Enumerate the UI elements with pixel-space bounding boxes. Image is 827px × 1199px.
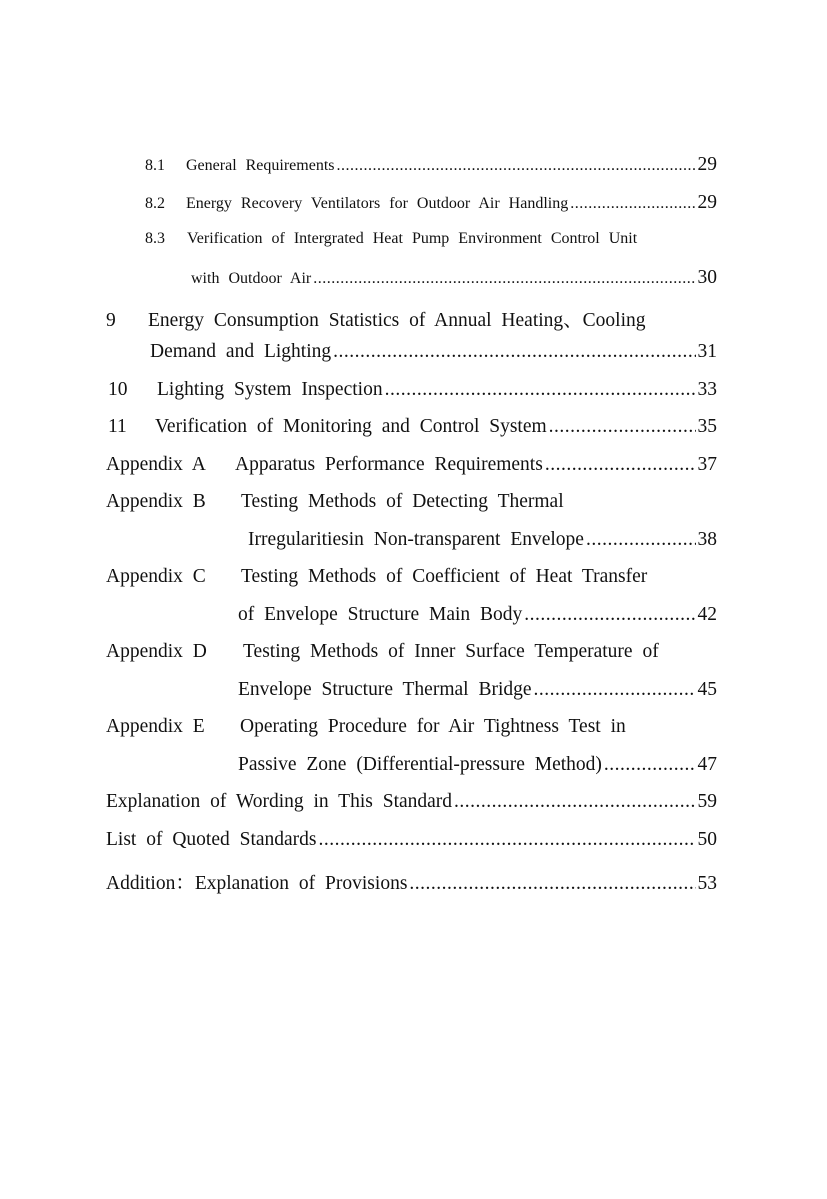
toc-entry-11[interactable] — [108, 416, 717, 438]
toc-page-number: 47 — [697, 754, 717, 775]
toc-number: 11 — [108, 416, 127, 437]
toc-number: 9 — [106, 310, 116, 331]
toc-title: Lighting System Inspection — [157, 379, 383, 400]
toc-title: List of Quoted Standards — [106, 829, 317, 850]
toc-entry-8-3-continued[interactable] — [191, 267, 717, 289]
dot-leader — [319, 829, 696, 851]
toc-entry-addition[interactable] — [106, 867, 717, 895]
dot-leader — [385, 379, 696, 401]
toc-title: Testing Methods of Detecting Thermal — [241, 491, 564, 512]
toc-entry-appendix-d[interactable] — [106, 641, 659, 663]
toc-entry-appendix-a[interactable] — [106, 454, 717, 476]
toc-page-number: 45 — [697, 679, 717, 700]
toc-entry-appendix-b-continued[interactable] — [248, 529, 717, 551]
toc-entry-appendix-d-continued[interactable] — [238, 679, 717, 701]
toc-entry-9-continued[interactable] — [150, 341, 717, 363]
toc-number: Appendix E — [106, 716, 205, 737]
toc-title-continued: Demand and Lighting — [150, 341, 332, 362]
toc-entry-appendix-e[interactable] — [106, 716, 626, 738]
toc-page-number: 31 — [697, 341, 717, 362]
toc-number: Appendix D — [106, 641, 207, 662]
dot-leader — [337, 157, 696, 175]
toc-title: Testing Methods of Coefficient of Heat Transfer — [241, 566, 648, 587]
toc-title-continued: Passive Zone (Differential-pressure Method) — [238, 754, 602, 775]
dot-leader — [545, 454, 696, 476]
toc-entry-appendix-e-continued[interactable] — [238, 754, 717, 776]
dot-leader — [313, 270, 695, 288]
toc-title: Verification of Intergrated Heat Pump Environment Control Unit — [187, 230, 638, 247]
toc-entry-appendix-c[interactable] — [106, 566, 647, 588]
dot-leader — [586, 529, 696, 551]
toc-title: Operating Procedure for Air Tightness Test in — [240, 716, 626, 737]
toc-page-number: 37 — [697, 454, 717, 475]
toc-title: General Requirements — [186, 157, 335, 174]
toc-page-number: 29 — [697, 154, 717, 175]
dot-leader — [454, 791, 695, 813]
toc-title: Energy Recovery Ventilators for Outdoor Air Handling — [186, 195, 569, 212]
toc-entry-explanation-of-wording[interactable] — [106, 791, 717, 813]
toc-page-number: 33 — [697, 379, 717, 400]
dot-leader — [534, 679, 696, 701]
dot-leader — [524, 604, 695, 626]
toc-entry-quoted-standards[interactable] — [106, 829, 717, 851]
toc-page-number: 59 — [697, 791, 717, 812]
dot-leader — [604, 754, 696, 776]
toc-number: Appendix A — [106, 454, 206, 475]
toc-page-number: 50 — [697, 829, 717, 850]
toc-title: Explanation of Wording in This Standard — [106, 791, 453, 812]
toc-page-number: 53 — [697, 873, 717, 894]
toc-number: Appendix C — [106, 566, 206, 587]
toc-entry-9[interactable] — [106, 304, 646, 332]
toc-title-continued: with Outdoor Air — [191, 270, 312, 287]
toc-number: 8.3 — [145, 230, 165, 247]
toc-entry-appendix-c-continued[interactable] — [238, 604, 717, 626]
toc-title: Energy Consumption Statistics of Annual Heating、Cooling — [148, 310, 646, 331]
toc-number: Appendix B — [106, 491, 206, 512]
toc-entry-8-2[interactable] — [145, 192, 717, 214]
toc-title: Apparatus Performance Requirements — [235, 454, 543, 475]
toc-entry-appendix-b[interactable] — [106, 491, 564, 513]
toc-entry-8-3[interactable] — [145, 230, 637, 248]
toc-title-continued: Irregularitiesin Non-transparent Envelope — [248, 529, 584, 550]
toc-title: Testing Methods of Inner Surface Temperature of — [243, 641, 659, 662]
toc-title-continued: of Envelope Structure Main Body — [238, 604, 523, 625]
toc-page-number: 29 — [697, 192, 717, 213]
toc-entry-8-1[interactable] — [145, 154, 717, 176]
toc-number: 8.1 — [145, 157, 165, 174]
toc-title: Addition：Explanation of Provisions — [106, 873, 408, 894]
toc-number: 8.2 — [145, 195, 165, 212]
toc-entry-10[interactable] — [108, 379, 717, 401]
toc-page-number: 35 — [697, 416, 717, 437]
toc-title: Verification of Monitoring and Control System — [155, 416, 547, 437]
toc-number: 10 — [108, 379, 128, 400]
dot-leader — [333, 341, 695, 363]
dot-leader — [409, 873, 695, 895]
toc-page-number: 42 — [697, 604, 717, 625]
toc-page-number: 30 — [697, 267, 717, 288]
toc-title-continued: Envelope Structure Thermal Bridge — [238, 679, 532, 700]
toc-page-number: 38 — [697, 529, 717, 550]
dot-leader — [549, 416, 696, 438]
dot-leader — [570, 195, 695, 213]
